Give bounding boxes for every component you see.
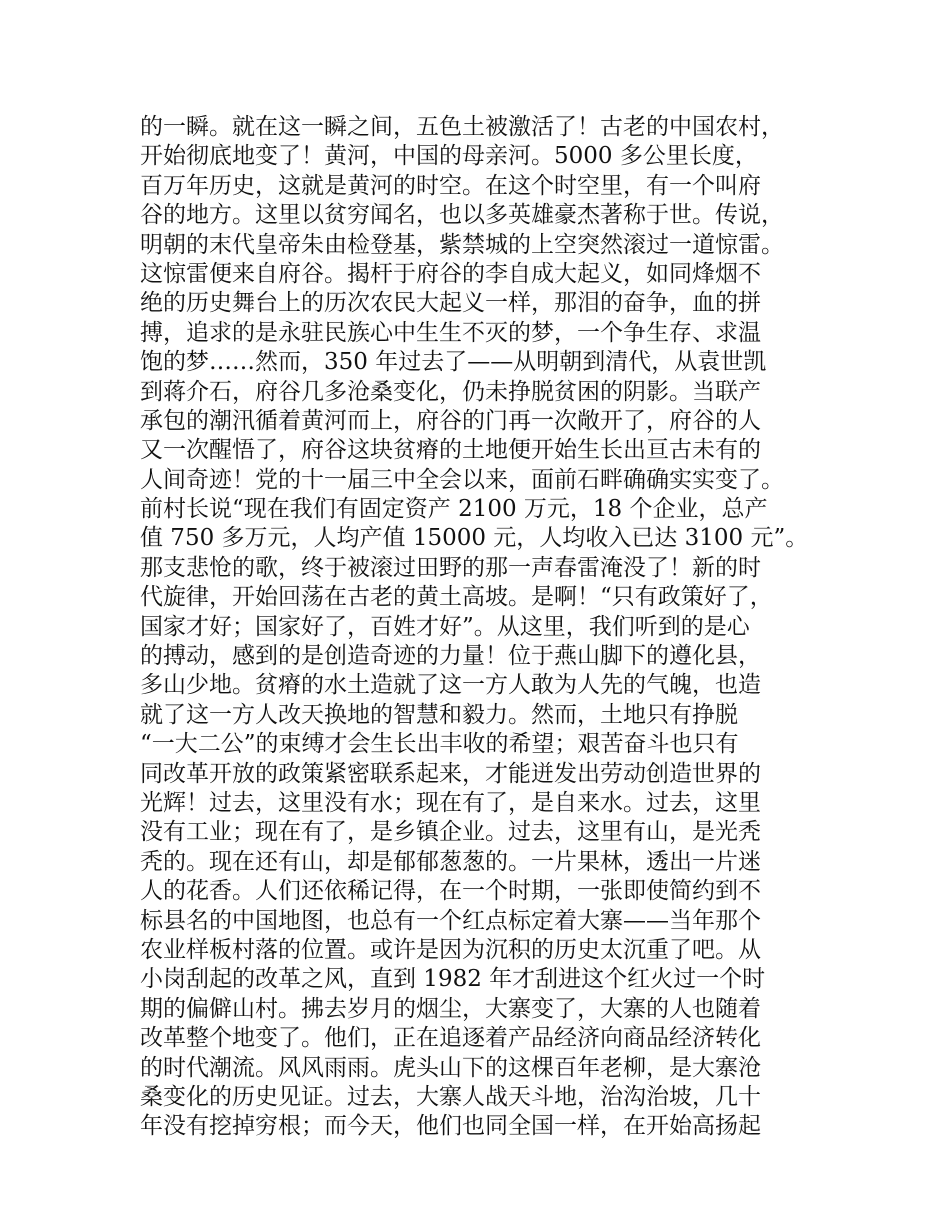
text-line: 的时代潮流。风风雨雨。虎头山下的这棵百年老柳，是大寨沧 — [140, 1054, 761, 1081]
text-line: 秃的。现在还有山，却是郁郁葱葱的。一片果林，透出一片迷 — [140, 848, 761, 875]
text-line: 期的偏僻山村。拂去岁月的烟尘，大寨变了，大寨的人也随着 — [140, 995, 761, 1022]
text-line: 代旋律，开始回荡在古老的黄土高坡。是啊！“只有政策好了， — [140, 584, 773, 611]
text-line: 那支悲怆的歌，终于被滚过田野的那一声春雷淹没了！新的时 — [140, 554, 761, 581]
text-line: 值 750 多万元，人均产值 15000 元，人均收入已达 3100 元”。 — [140, 525, 809, 552]
text-line: 又一次醒悟了，府谷这块贫瘠的土地便开始生长出亘古未有的 — [140, 437, 761, 464]
text-line: 改革整个地变了。他们，正在追逐着产品经济向商品经济转化 — [140, 1025, 761, 1052]
text-line: 开始彻底地变了！黄河，中国的母亲河。5000 多公里长度， — [140, 143, 758, 170]
text-line: 小岗刮起的改革之风，直到 1982 年才刮进这个红火过一个时 — [140, 966, 766, 993]
text-line: 多山少地。贫瘠的水土造就了这一方人敢为人先的气魄，也造 — [140, 672, 761, 699]
text-line: 没有工业；现在有了，是乡镇企业。过去，这里有山，是光秃 — [140, 819, 761, 846]
text-line: 前村长说“现在我们有固定资产 2100 万元，18 个企业，总产 — [140, 496, 768, 523]
body-text — [140, 113, 820, 1142]
text-line: 的一瞬。就在这一瞬之间，五色土被激活了！古老的中国农村， — [140, 114, 784, 140]
text-line: 人间奇迹！党的十一届三中全会以来，面前石畔确确实实变了。 — [140, 466, 784, 493]
text-line: 光辉！过去，这里没有水；现在有了，是自来水。过去，这里 — [140, 789, 761, 816]
text-line: 农业样板村落的位置。或许是因为沉积的历史太沉重了吧。从 — [140, 936, 761, 963]
text-line: 饱的梦……然而，350 年过去了——从明朝到清代，从袁世凯 — [140, 349, 767, 376]
text-line: 绝的历史舞台上的历次农民大起义一样，那泪的奋争，血的拼 — [140, 290, 761, 317]
text-line: 到蒋介石，府谷几多沧桑变化，仍未挣脱贫困的阴影。当联产 — [140, 378, 761, 405]
text-line: 标县名的中国地图，也总有一个红点标定着大寨——当年那个 — [140, 907, 761, 934]
text-line: 同改革开放的政策紧密联系起来，才能迸发出劳动创造世界的 — [140, 760, 761, 787]
text-line: 百万年历史，这就是黄河的时空。在这个时空里，有一个叫府 — [140, 172, 761, 199]
text-line: 人的花香。人们还依稀记得，在一个时期，一张即使简约到不 — [140, 878, 761, 905]
text-line: 国家才好；国家好了，百姓才好”。从这里，我们听到的是心 — [140, 613, 750, 640]
text-line: 就了这一方人改天换地的智慧和毅力。然而，土地只有挣脱 — [140, 701, 738, 728]
text-line: “一大二公”的束缚才会生长出丰收的希望；艰苦奋斗也只有 — [140, 731, 739, 758]
text-line: 这惊雷便来自府谷。揭杆于府谷的李自成大起义，如同烽烟不 — [140, 260, 761, 287]
text-line: 搏，追求的是永驻民族心中生生不灭的梦，一个争生存、求温 — [140, 319, 761, 346]
text-line: 的搏动，感到的是创造奇迹的力量！位于燕山脚下的遵化县， — [140, 643, 761, 670]
text-line: 年没有挖掉穷根；而今天，他们也同全国一样，在开始高扬起 — [140, 1113, 761, 1140]
text-line: 谷的地方。这里以贫穷闻名，也以多英雄豪杰著称于世。传说， — [140, 202, 784, 229]
text-line: 明朝的末代皇帝朱由检登基，紫禁城的上空突然滚过一道惊雷。 — [140, 231, 784, 258]
text-line: 承包的潮汛循着黄河而上，府谷的门再一次敞开了，府谷的人 — [140, 407, 761, 434]
text-line: 桑变化的历史见证。过去，大寨人战天斗地，治沟治坡，几十 — [140, 1083, 761, 1110]
